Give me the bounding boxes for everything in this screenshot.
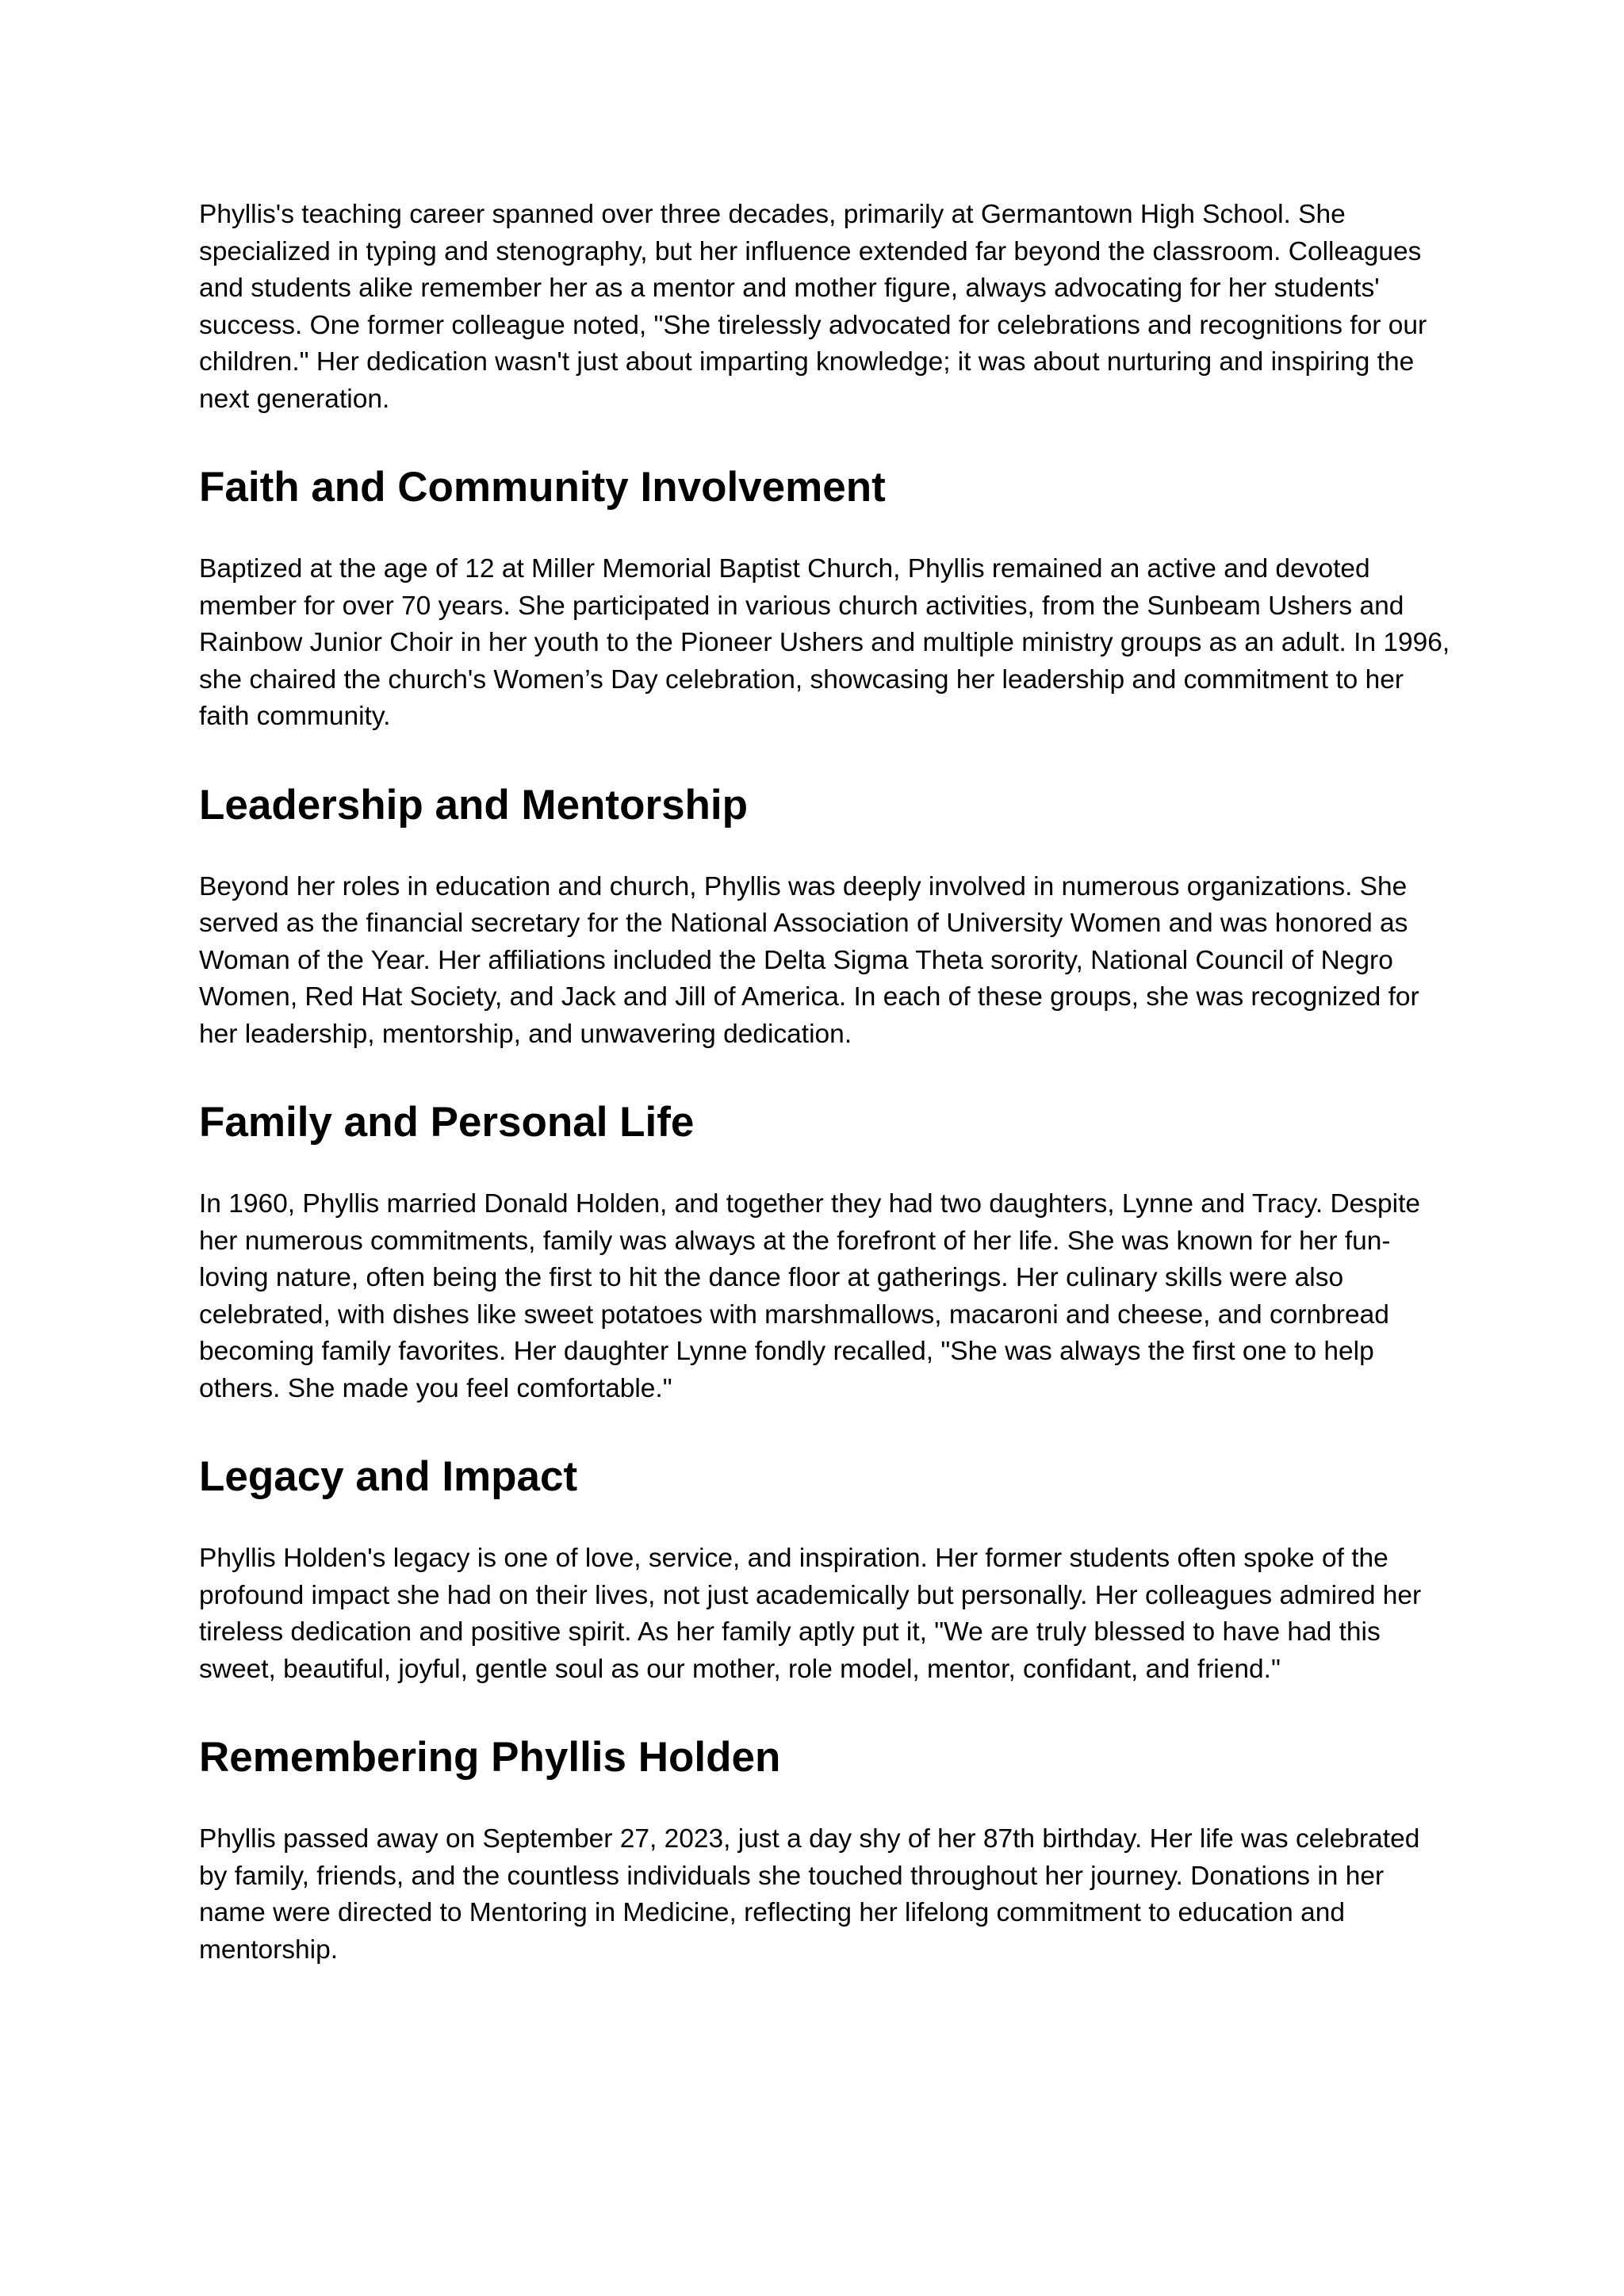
section-paragraph: Phyllis Holden's legacy is one of love, service, and inspiration. Her former students often spoke of the profound impact she had on their lives, not just academically but personally. Her colleagues admired her tireless dedication and positive spirit. As her family aptly put it, "We are truly blessed to have had this sweet, beautiful, joyful, gentle soul as our mother, role model, mentor, confidant, and friend." xyxy=(199,1544,1422,1684)
section-leadership-mentorship xyxy=(199,780,1452,1054)
section-heading: Family and Personal Life xyxy=(199,1099,695,1146)
section-faith-community xyxy=(199,462,1452,736)
section-paragraph: Baptized at the age of 12 at Miller Memorial Baptist Church, Phyllis remained an active and devoted member for over 70 years. She participated in various church activities, from the Sunbeam Ushers and Rainbow Junior Choir in her youth to the Pioneer Ushers and multiple ministry groups as an adult. In 1996, she chaired the church's Women’s Day celebration, showcasing her leadership and commitment to her faith community. xyxy=(199,554,1450,731)
section-paragraph: In 1960, Phyllis married Donald Holden, and together they had two daughters, Lynne and Tracy. Despite her numerous commitments, family was always at the forefront of her life. She was known for her fun-loving nature, often being the first to hit the dance floor at gatherings. Her culinary skills were also celebrated, with dishes like sweet potatoes with marshmallows, macaroni and cheese, and cornbread becoming family favorites. Her daughter Lynne fondly recalled, "She was always the first one to help others. She made you feel comfortable." xyxy=(199,1189,1421,1403)
section-heading: Remembering Phyllis Holden xyxy=(199,1734,781,1781)
section-heading: Legacy and Impact xyxy=(199,1453,578,1500)
intro-paragraph: Phyllis's teaching career spanned over three decades, primarily at Germantown High School. She specialized in typing and stenography, but her influence extended far beyond the classroom. Colleagues and students alike remember her as a mentor and mother figure, always advocating for her students' success. One former colleague noted, "She tirelessly advocated for celebrations and recognitions for our children." Her dedication wasn't just about imparting knowledge; it was about nurturing and inspiring the next generation. xyxy=(199,200,1427,414)
section-paragraph: Beyond her roles in education and church, Phyllis was deeply involved in numerous organizations. She served as the financial secretary for the National Association of University Women and was honored as Woman of the Year. Her affiliations included the Delta Sigma Theta sorority, National Council of Negro Women, Red Hat Society, and Jack and Jill of America. In each of these groups, she was recognized for her leadership, mentorship, and unwavering dedication. xyxy=(199,871,1419,1049)
section-heading: Leadership and Mentorship xyxy=(199,781,749,828)
section-paragraph: Phyllis passed away on September 27, 2023, just a day shy of her 87th birthday. Her life was celebrated by family, friends, and the countless individuals she touched throughout her journey. Donations in her name were directed to Mentoring in Medicine, reflecting her lifelong commitment to education and mentorship. xyxy=(199,1824,1420,1965)
section-remembering xyxy=(199,1732,1452,1969)
document-page xyxy=(199,197,1452,1969)
section-legacy-impact xyxy=(199,1452,1452,1688)
section-family-personal-life xyxy=(199,1097,1452,1407)
section-heading: Faith and Community Involvement xyxy=(199,464,886,511)
